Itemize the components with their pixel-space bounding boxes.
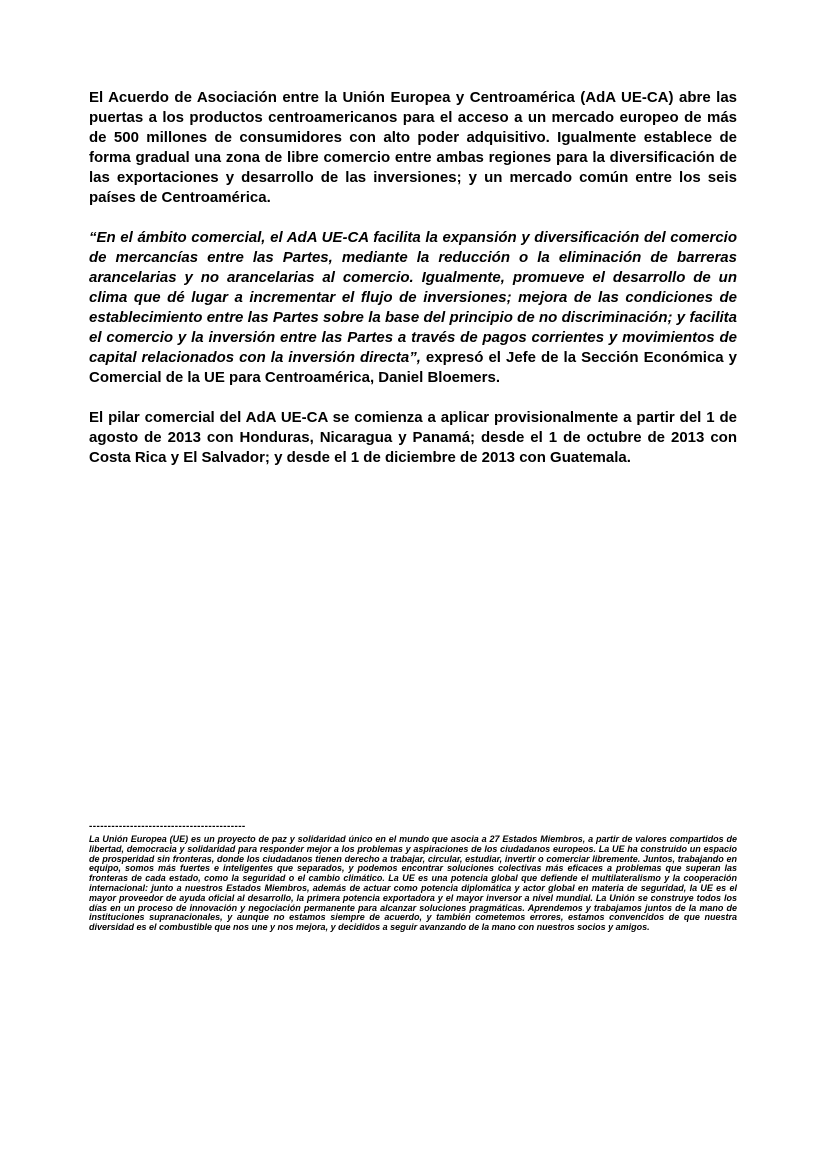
quote-text: “En el ámbito comercial, el AdA UE-CA facilita la expansión y diversificación del comercio de mercancías entre las Partes, mediante la reducción o la eliminación de barreras arancelarias y no arancelarias al comercio. Igualmente, promueve el desarrollo de un clima que dé lugar a incrementar el flujo de inversiones; mejora de las condiciones de establecimiento entre las Partes sobre la base del principio de no discriminación; y facilita el comercio y la inversión entre las Partes a través de pagos corrientes y movimientos de capital relacionados con la inversión directa”, (89, 229, 737, 366)
paragraph-intro: El Acuerdo de Asociación entre la Unión Europea y Centroamérica (AdA UE-CA) abre las puertas a los productos centroamericanos para el acceso a un mercado europeo de más de 500 millones de consumidores con alto poder adquisitivo. Igualmente establece de forma gradual una zona de libre comercio entre ambas regiones para la diversificación de las exportaciones y desarrollo de las inversiones; y un mercado común entre los seis países de Centroamérica. (89, 89, 737, 206)
document-body (89, 88, 737, 488)
footnote-section (89, 822, 737, 933)
footnote-separator: ------------------------------------------ (89, 822, 246, 832)
quote-attribution: expresó el Jefe de la Sección Económica y Comercial de la UE para Centroamérica, Daniel Bloemers. (89, 349, 737, 386)
paragraph-implementation: El pilar comercial del AdA UE-CA se comienza a aplicar provisionalmente a partir del 1 de agosto de 2013 con Honduras, Nicaragua y Panamá; desde el 1 de octubre de 2013 con Costa Rica y El Salvador; y desde el 1 de diciembre de 2013 con Guatemala. (89, 409, 737, 466)
paragraph-quote (89, 228, 737, 388)
footnote-text: La Unión Europea (UE) es un proyecto de paz y solidaridad único en el mundo que asocia a 27 Estados Miembros, a partir de valores compartidos de libertad, democracia y solidaridad para responder mejor a los problemas y aspiraciones de los ciudadanos europeos. La UE ha construido un espacio de prosperidad sin fronteras, donde los ciudadanos tienen derecho a trabajar, circular, estudiar, invertir o comerciar libremente. Juntos, trabajando en equipo, somos más fuertes e inteligentes que separados, y podemos encontrar soluciones colectivas más eficaces a problemas que superan las fronteras de cada estado, como la seguridad o el cambio climático. La UE es una potencia global que defiende el multilateralismo y la cooperación internacional: junto a nuestros Estados Miembros, además de actuar como potencia diplomática y actor global en materia de seguridad, la UE es el mayor proveedor de ayuda oficial al desarrollo, la primera potencia exportadora y el mayor inversor a nivel mundial. La Unión se construye todos los días en un proceso de innovación y negociación permanente para alcanzar soluciones pragmáticas. Aprendemos y trabajamos juntos de la mano de instituciones supranacionales, y aunque no estamos siempre de acuerdo, y también cometemos errores, estamos convencidos de que nuestra diversidad es el combustible que nos une y nos mejora, y decididos a seguir avanzando de la mano con nuestros socios y amigos. (89, 834, 737, 933)
